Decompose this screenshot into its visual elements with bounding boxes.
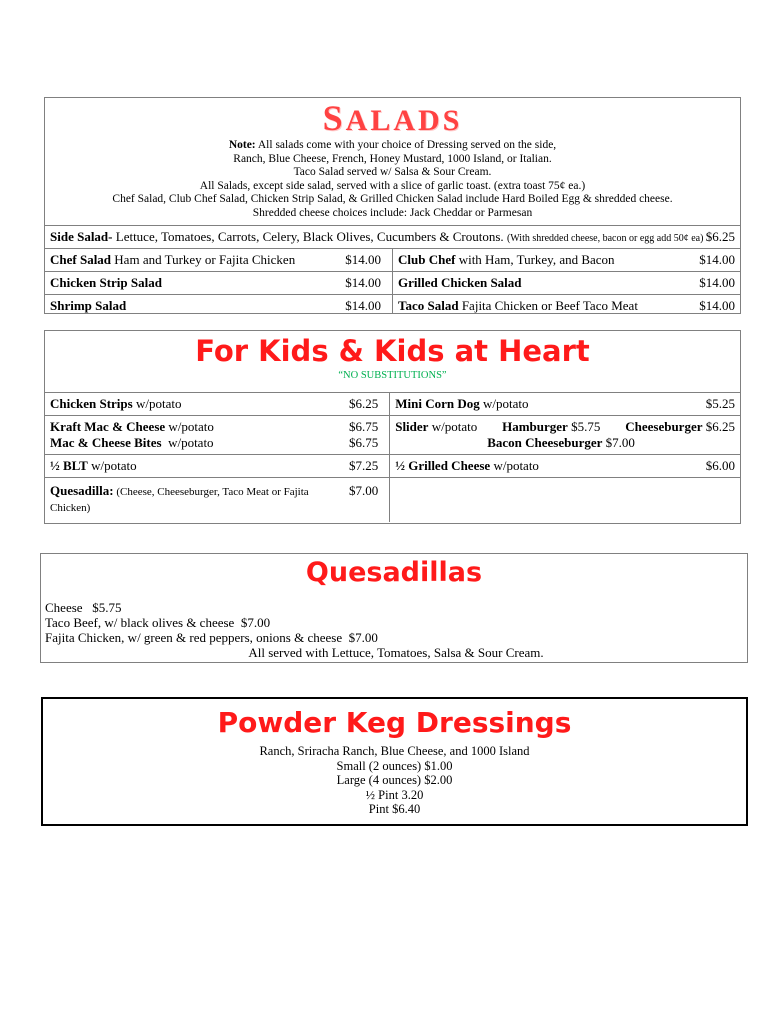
menu-item (625, 419, 735, 435)
menu-item (50, 419, 214, 435)
no-substitutions-note: “NO SUBSTITUTIONS” (338, 370, 447, 381)
quesadilla-item: Taco Beef, w/ black olives & cheese $7.00 (45, 615, 271, 630)
salads-section (44, 97, 741, 314)
dressings-line: ½ Pint 3.20 (365, 787, 424, 802)
dressings-lines (43, 744, 746, 817)
menu-item (487, 435, 635, 451)
note-line: Chef Salad, Club Chef Salad, Chicken Strip Salad, & Grilled Chicken Salad include Hard Boiled Egg & shredded cheese. (112, 193, 673, 206)
item-price: $6.25 (348, 396, 379, 411)
item-desc: (Cheese, Cheeseburger, Taco Meat or Fajita Chicken) (50, 486, 312, 514)
item-price: $6.75 (348, 419, 379, 434)
menu-row (45, 416, 740, 455)
menu-item (502, 419, 600, 435)
item-name: Chef Salad (50, 251, 112, 267)
kids-section (44, 330, 741, 524)
note-line: Ranch, Blue Cheese, French, Honey Mustard, 1000 Island, or Italian. (233, 152, 552, 165)
item-name: Shrimp Salad (50, 297, 127, 313)
item-price: $14.00 (345, 297, 381, 313)
item-desc: w/potato (490, 458, 539, 473)
note-label: Note: (228, 139, 256, 151)
menu-item (50, 435, 214, 451)
item-price: $5.25 (705, 396, 735, 411)
item-price: $6.75 (348, 435, 379, 450)
item-desc: Lettuce, Tomatoes, Carrots, Celery, Black Olives, Cucumbers & Croutons. (112, 228, 504, 244)
dressings-line: Large (4 ounces) $2.00 (336, 773, 453, 788)
item-price: $5.75 (567, 419, 601, 434)
quesadillas-footer: All served with Lettuce, Tomatoes, Salsa & Sour Cream. (248, 645, 544, 660)
item-price: $7.00 (348, 483, 379, 498)
item-name: Club Chef (398, 251, 456, 267)
menu-item (395, 458, 539, 474)
quesadillas-title: Quesadillas (305, 557, 483, 588)
item-desc: with Ham, Turkey, and Bacon (455, 251, 615, 267)
menu-item (50, 229, 703, 245)
item-name: Cheeseburger (625, 419, 703, 434)
side-salad-row (45, 225, 740, 248)
menu-row (45, 294, 740, 314)
quesadillas-items (41, 600, 747, 660)
item-price: $6.25 (702, 419, 735, 434)
menu-item (50, 252, 295, 268)
item-desc: Fajita Chicken or Beef Taco Meat (458, 297, 638, 313)
menu-item (398, 252, 615, 268)
item-name: Chicken Strips (50, 396, 133, 411)
item-name: Taco Salad (398, 297, 459, 313)
note-line (45, 139, 740, 153)
kids-table (45, 392, 740, 522)
item-price: $7.25 (348, 458, 379, 473)
item-name: Mac & Cheese Bites (50, 435, 162, 450)
item-desc: w/potato (479, 396, 529, 411)
quesadilla-item: Cheese $5.75 (45, 600, 122, 615)
dressings-line: Ranch, Sriracha Ranch, Blue Cheese, and 1000 Island (259, 744, 530, 758)
item-desc: w/potato (165, 419, 214, 434)
menu-item (395, 396, 528, 412)
item-name: Bacon Cheeseburger (487, 435, 603, 450)
menu-row (45, 248, 740, 271)
kids-title: For Kids & Kids at Heart (195, 334, 590, 368)
quesadilla-item: Fajita Chicken, w/ green & red peppers, onions & cheese $7.00 (45, 630, 378, 645)
dressings-section (41, 697, 748, 826)
menu-row (45, 393, 740, 416)
note-line: All Salads, except side salad, served with a slice of garlic toast. (extra toast 75¢ ea.) (199, 179, 586, 192)
menu-item (50, 458, 137, 474)
dressings-line: Pint $6.40 (368, 802, 421, 817)
item-desc: w/potato (87, 458, 137, 473)
menu-item (398, 298, 638, 314)
item-name: ½ Grilled Cheese (395, 458, 491, 473)
salads-title: SALADS (322, 98, 463, 138)
item-price: $14.00 (345, 251, 381, 267)
item-price: $14.00 (699, 251, 735, 267)
item-name: ½ BLT (50, 458, 88, 473)
salads-notes (45, 139, 740, 221)
item-name: Side Salad- (50, 228, 113, 244)
item-name: Mini Corn Dog (395, 396, 480, 411)
item-price: $7.00 (602, 435, 635, 450)
menu-item (398, 275, 522, 291)
item-addon: (With shredded cheese, bacon or egg add 50¢ ea) (506, 232, 704, 244)
item-name: Grilled Chicken Salad (398, 274, 522, 290)
menu-row (45, 455, 740, 478)
note-text: All salads come with your choice of Dressing served on the side, (255, 139, 557, 151)
item-desc: w/potato (428, 419, 478, 434)
item-name: Slider (395, 419, 429, 434)
menu-item (50, 396, 181, 412)
menu-item (50, 483, 349, 515)
item-desc: w/potato (161, 435, 214, 450)
note-line: Taco Salad served w/ Salsa & Sour Cream. (293, 166, 492, 179)
menu-item (50, 298, 126, 314)
note-line: Shredded cheese choices include: Jack Cheddar or Parmesan (252, 206, 533, 219)
quesadillas-section (40, 553, 748, 663)
item-desc: w/potato (132, 396, 182, 411)
dressings-title: Powder Keg Dressings (217, 706, 572, 739)
menu-item (50, 275, 162, 291)
item-name: Hamburger (502, 419, 568, 434)
salads-table (45, 225, 740, 314)
menu-row (45, 271, 740, 294)
item-name: Quesadilla: (50, 483, 114, 498)
item-price: $14.00 (699, 297, 735, 313)
item-name: Kraft Mac & Cheese (50, 419, 166, 434)
item-price: $14.00 (345, 274, 381, 290)
item-desc: Ham and Turkey or Fajita Chicken (111, 251, 296, 267)
empty-cell (390, 478, 740, 523)
item-name: Chicken Strip Salad (50, 274, 162, 290)
menu-row (45, 478, 740, 523)
item-price: $14.00 (699, 274, 735, 290)
item-price: $6.25 (705, 228, 735, 244)
item-price: $6.00 (705, 458, 735, 473)
menu-item (395, 419, 477, 435)
dressings-line: Small (2 ounces) $1.00 (336, 758, 453, 773)
